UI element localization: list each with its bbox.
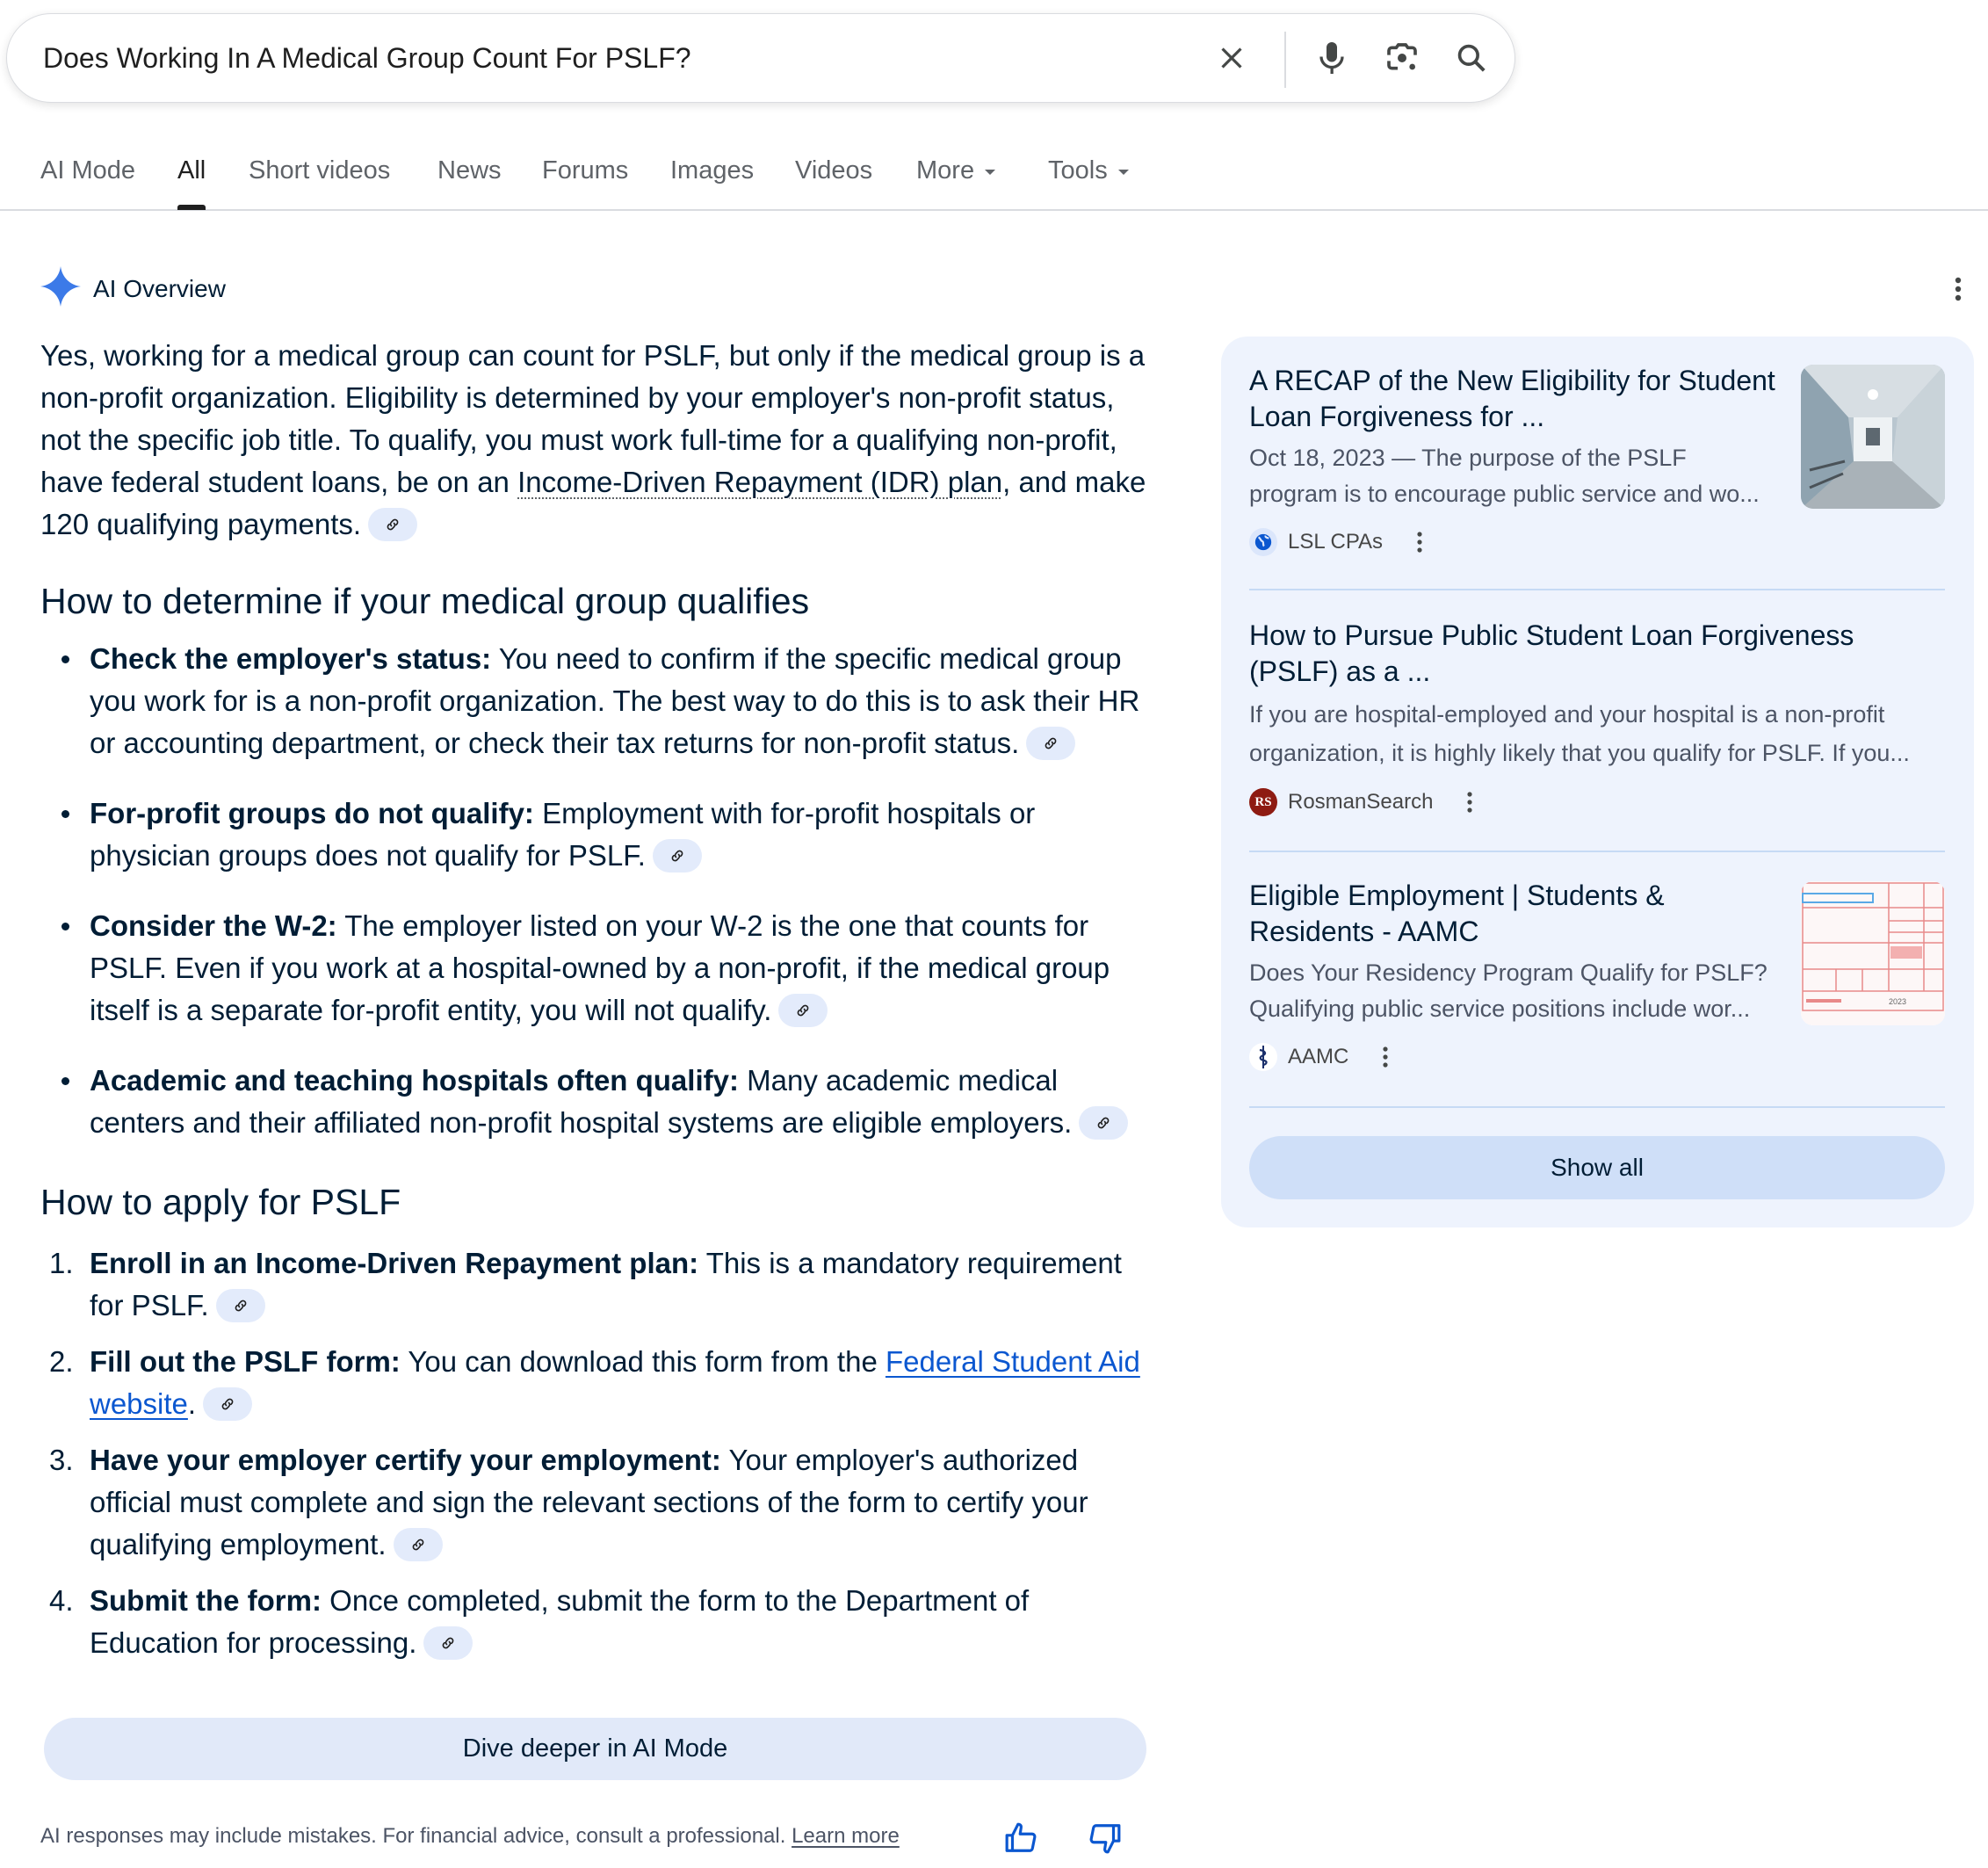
federal-student-aid-link[interactable]: Federal Student Aid website bbox=[90, 1345, 1140, 1420]
tab-more[interactable]: More bbox=[916, 156, 995, 185]
list-item: For-profit groups do not qualify: Employment with for-profit hospitals or physician groups does not qualify for PSLF. bbox=[40, 793, 1156, 877]
globe-icon bbox=[1249, 528, 1277, 556]
source-link-chip[interactable] bbox=[423, 1626, 473, 1660]
clear-icon[interactable] bbox=[1212, 39, 1251, 77]
link-icon bbox=[669, 848, 685, 864]
chevron-down-icon bbox=[985, 170, 995, 175]
source-divider bbox=[1249, 851, 1945, 852]
link-icon bbox=[233, 1298, 249, 1314]
search-bar[interactable] bbox=[6, 13, 1515, 103]
list-item: Check the employer's status: You need to confirm if the specific medical group you work for is a non-profit organization. The best way to do this is to ask their HR or accounting department, or check their tax returns for non-profit status. bbox=[40, 638, 1156, 764]
thumbs-up-icon[interactable] bbox=[1001, 1819, 1040, 1857]
list-item: 3. Have your employer certify your employment: Your employer's authorized official must complete and sign the relevant sections of the form to certify your qualifying employment. bbox=[49, 1444, 1088, 1560]
source-site-name: LSL CPAs bbox=[1288, 530, 1384, 554]
search-input[interactable]: Does Working In A Medical Group Count For PSLF? bbox=[43, 41, 691, 74]
hospital-corridor-image[interactable] bbox=[1801, 365, 1945, 509]
list-item: Consider the W-2: The employer listed on your W-2 is the one that counts for PSLF. Even if you work at a hospital-owned by a non-profit, if the medical group itself is a separate for-profit entity, you will not qualify. bbox=[40, 905, 1156, 1032]
source-title[interactable]: Eligible Employment | Students & Residents - AAMC bbox=[1249, 880, 1665, 947]
tab-tools[interactable]: Tools bbox=[1048, 156, 1129, 185]
learn-more-link[interactable]: Learn more bbox=[792, 1824, 900, 1848]
source-link-chip[interactable] bbox=[653, 839, 702, 872]
source-link-chip[interactable] bbox=[203, 1387, 252, 1421]
link-icon bbox=[1043, 735, 1059, 751]
dive-deeper-ai-mode-button[interactable]: Dive deeper in AI Mode bbox=[44, 1718, 1146, 1780]
ai-disclaimer: AI responses may include mistakes. For financial advice, consult a professional. Learn more bbox=[40, 1824, 900, 1848]
source-divider bbox=[1249, 1106, 1945, 1108]
source-link-chip[interactable] bbox=[1026, 727, 1075, 760]
tab-all[interactable]: All bbox=[177, 156, 206, 185]
source-link-chip[interactable] bbox=[778, 994, 828, 1027]
source-divider bbox=[1249, 589, 1945, 590]
link-icon bbox=[385, 517, 401, 532]
source-snippet: Oct 18, 2023 — The purpose of the PSLF program is to encourage public service and wo... bbox=[1249, 445, 1760, 507]
source-link-chip[interactable] bbox=[216, 1289, 265, 1322]
source-link-chip[interactable] bbox=[394, 1528, 443, 1561]
microphone-icon[interactable] bbox=[1312, 39, 1351, 77]
thumbs-down-icon[interactable] bbox=[1086, 1819, 1124, 1857]
ai-overview-title: AI Overview bbox=[93, 274, 226, 302]
active-tab-indicator bbox=[177, 205, 206, 210]
tab-news[interactable]: News bbox=[437, 156, 502, 185]
tab-short-videos[interactable]: Short videos bbox=[249, 156, 391, 185]
ai-sparkle-icon bbox=[40, 266, 81, 311]
link-icon bbox=[410, 1537, 426, 1553]
list-item: 1. Enroll in an Income-Driven Repayment plan: This is a mandatory requirement for PSLF. bbox=[49, 1247, 1122, 1321]
link-icon bbox=[220, 1396, 235, 1412]
source-snippet: If you are hospital-employed and your hospital is a non-profit organization, it is highly likely that you qualify for PSLF. If you... bbox=[1249, 701, 1910, 766]
link-icon bbox=[1095, 1115, 1111, 1131]
idr-plan-term[interactable]: Income-Driven Repayment (IDR) plan bbox=[517, 466, 1003, 498]
source-card-aamc[interactable] bbox=[1249, 878, 1945, 1071]
list-item: Academic and teaching hospitals often qualify: Many academic medical centers and their affiliated non-profit hospital systems are eligible employers. bbox=[40, 1060, 1156, 1144]
tab-images[interactable]: Images bbox=[670, 156, 755, 185]
tab-forums[interactable]: Forums bbox=[542, 156, 629, 185]
source-more-options-icon[interactable] bbox=[1459, 788, 1480, 816]
source-link-chip[interactable] bbox=[1079, 1106, 1128, 1140]
source-title[interactable]: A RECAP of the New Eligibility for Student Loan Forgiveness for ... bbox=[1249, 365, 1775, 432]
search-divider bbox=[1284, 32, 1286, 88]
link-icon bbox=[795, 1003, 811, 1018]
svg-text:2023: 2023 bbox=[1889, 997, 1907, 1006]
source-meta bbox=[1249, 528, 1945, 556]
list-item: 2. Fill out the PSLF form: You can download this form from the Federal Student Aid website. bbox=[49, 1345, 1140, 1420]
tab-ai-mode[interactable]: AI Mode bbox=[40, 156, 135, 185]
aamc-caduceus-icon bbox=[1249, 1043, 1277, 1071]
section-heading-apply: How to apply for PSLF bbox=[40, 1182, 401, 1222]
sources-panel bbox=[1221, 337, 1974, 1227]
apply-steps-list bbox=[40, 1242, 1156, 1664]
source-meta bbox=[1249, 788, 1945, 816]
list-item: 4. Submit the form: Once completed, submit the form to the Department of Education for processing. bbox=[49, 1584, 1030, 1659]
tab-videos[interactable]: Videos bbox=[795, 156, 873, 185]
show-all-sources-button[interactable]: Show all bbox=[1249, 1136, 1945, 1199]
source-title[interactable]: How to Pursue Public Student Loan Forgiveness (PSLF) as a ... bbox=[1249, 619, 1854, 687]
source-link-chip[interactable] bbox=[368, 508, 417, 541]
source-card-lsl-cpas[interactable] bbox=[1249, 363, 1945, 556]
intro-paragraph: Yes, working for a medical group can count for PSLF, but only if the medical group is a non-profit organization. Eligibility is determined by your employer's non-profit status, not the specific job title. To qualify, you must work full-time for a qualifying non-profit, have federal student loans, be on an Income-Driven Repayment (IDR) plan, and make 120 qualifying payments. bbox=[40, 339, 1146, 540]
search-tabs bbox=[0, 141, 1988, 211]
chevron-down-icon bbox=[1118, 170, 1129, 175]
source-meta bbox=[1249, 1043, 1945, 1071]
source-site-name: AAMC bbox=[1288, 1045, 1349, 1068]
qualify-list bbox=[40, 638, 1156, 1144]
link-icon bbox=[440, 1635, 456, 1651]
source-more-options-icon[interactable] bbox=[1375, 1043, 1396, 1071]
search-icon[interactable] bbox=[1452, 39, 1491, 77]
lens-camera-icon[interactable] bbox=[1383, 39, 1421, 77]
more-options-icon[interactable] bbox=[1945, 274, 1971, 304]
source-more-options-icon[interactable] bbox=[1409, 528, 1430, 556]
section-heading-qualify: How to determine if your medical group qualifies bbox=[40, 581, 810, 621]
source-card-rosmansearch[interactable] bbox=[1249, 618, 1945, 816]
source-snippet: Does Your Residency Program Qualify for PSLF? Qualifying public service positions include wor... bbox=[1249, 959, 1768, 1022]
w2-form-image[interactable] bbox=[1801, 881, 1945, 1025]
source-site-name: RosmanSearch bbox=[1288, 790, 1434, 814]
rosmansearch-favicon: RS bbox=[1249, 788, 1277, 816]
ai-overview-body bbox=[40, 335, 1156, 1678]
ai-overview-header bbox=[40, 266, 226, 311]
